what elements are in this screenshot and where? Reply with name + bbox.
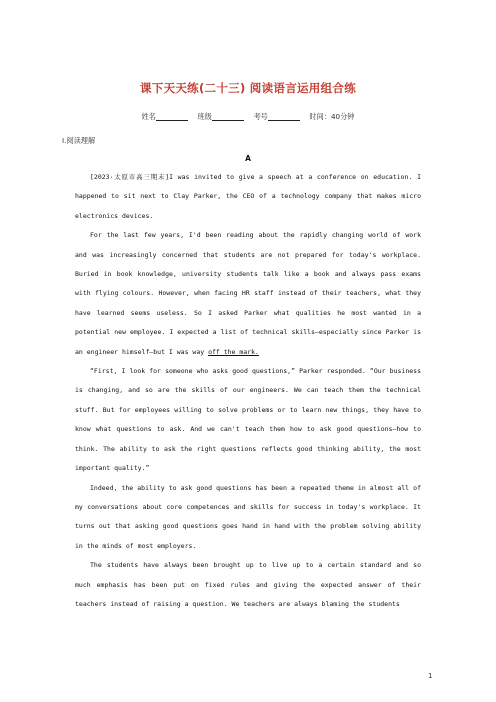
name-blank[interactable] xyxy=(156,112,188,121)
class-label: 班级 xyxy=(197,112,212,121)
paragraph: Indeed, the ability to ask good questions has been a repeated theme in almost all of my conversations about core competences and skills for success in today's workplace. It turns out that asking good questions goes hand in hand with the problem solving ability in the minds of most employers. xyxy=(75,483,421,550)
underlined-phrase: off the mark. xyxy=(208,347,259,356)
time-limit: 时间：40分钟 xyxy=(309,112,355,121)
class-blank[interactable] xyxy=(212,112,244,121)
paragraph xyxy=(75,226,421,362)
passage-label: A xyxy=(245,154,251,163)
exam-number-label: 考号 xyxy=(253,112,268,121)
passage-body xyxy=(75,168,421,614)
section-heading: Ⅰ.阅读理解 xyxy=(62,136,96,145)
document-title: 课下天天练(二十三) 阅读语言运用组合练 xyxy=(139,81,356,95)
paragraph: “First, I look for someone who asks good questions,” Parker responded. “Our business is changing, and so are the skills of our engineers. We can teach them the technical stuff. But for employees willing to solve problems or to learn new things, they have to know what questions to ask. And we can't teach them how to ask good questions—how to think. The ability to ask the right questions reflects good thinking ability, the most important quality.” xyxy=(75,367,421,473)
paragraph-text: For the last few years, I'd been reading about the rapidly changing world of work and was increasingly concerned that students are not prepared for today's workplace. Buried in book knowledge, university students talk like a book and always pass exams with flying colours. However, when facing HR staff instead of their teachers, what they have learned seems useless. So I asked Parker what qualities he most wanted in a potential new employee. I expected a list of technical skills—especially since Parker is an engineer himself—but I was way xyxy=(75,231,421,356)
paragraph: [2023·太原市高三期末]I was invited to give a speech at a conference on education. I happened to sit next to Clay Parker, the CEO of a technology company that makes micro electronics devices. xyxy=(75,173,421,220)
name-label: 姓名 xyxy=(141,112,156,121)
paragraph: The students have always been brought up to live up to a certain standard and so much emphasis has been put on fixed rules and giving the expected answer of their teachers instead of raising a question. We teachers are always blaming the students xyxy=(75,561,421,608)
page-number: 1 xyxy=(428,672,433,680)
student-info-line xyxy=(0,112,496,122)
exam-number-blank[interactable] xyxy=(268,112,300,121)
